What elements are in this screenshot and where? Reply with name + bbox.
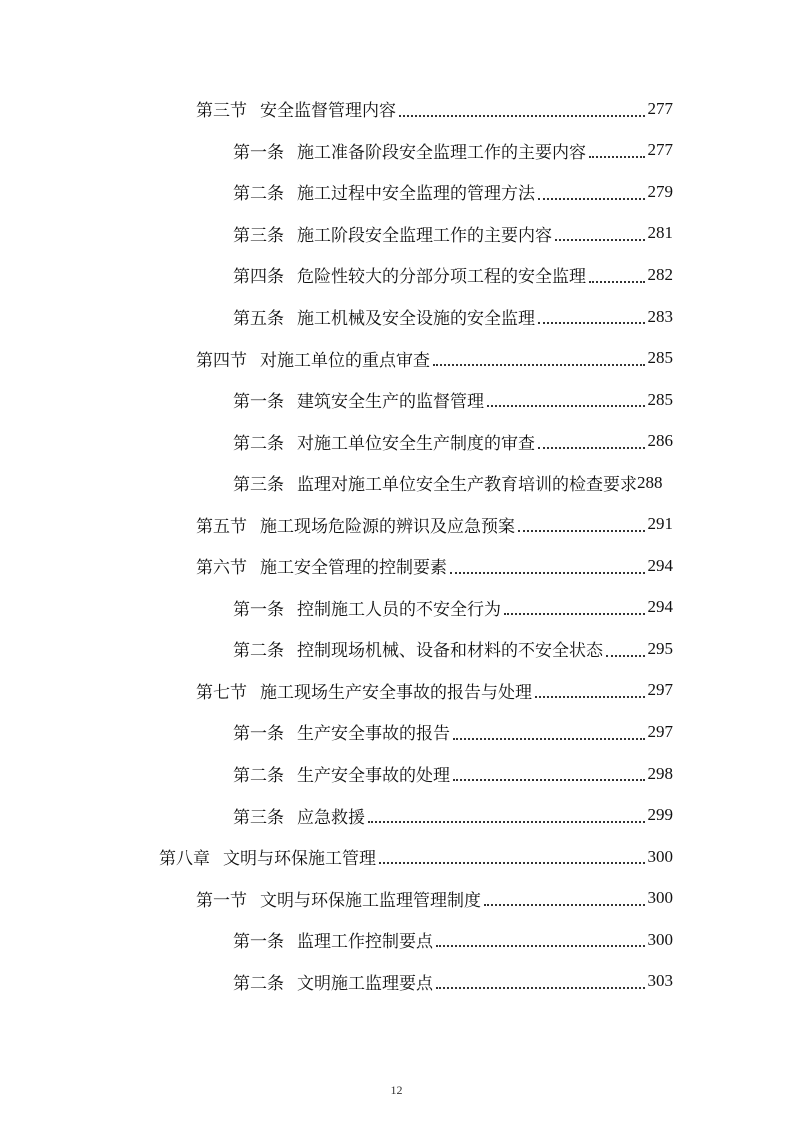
toc-entry-article[interactable]: [0, 960, 793, 1002]
toc-entry-title: 施工现场危险源的辨识及应急预案: [260, 516, 515, 537]
toc-entry-title: 监理对施工单位安全生产教育培训的检查要求: [297, 475, 637, 496]
toc-entry-page: 288: [637, 472, 663, 492]
toc-entry-page: 277: [647, 98, 673, 118]
toc-entry-title: 施工准备阶段安全监理工作的主要内容: [297, 142, 586, 163]
toc-entry-number: 第四节: [196, 350, 247, 371]
toc-entry-page: 286: [647, 431, 673, 451]
toc-entry-title: 文明与环保施工管理: [223, 849, 376, 870]
toc-entry-article[interactable]: [0, 711, 793, 753]
dot-leader: [518, 530, 645, 532]
toc-entry-page: 298: [647, 763, 673, 783]
toc-entry-title: 施工过程中安全监理的管理方法: [297, 184, 535, 205]
toc-entry-article[interactable]: [0, 794, 793, 836]
toc-entry-page: 295: [647, 638, 673, 658]
dot-leader: [484, 904, 645, 906]
toc-entry-title: 控制施工人员的不安全行为: [297, 599, 501, 620]
toc-entry-number: 第六节: [196, 558, 247, 579]
toc-entry-number: 第三条: [233, 225, 284, 246]
toc-entry-title: 监理工作控制要点: [297, 932, 433, 953]
dot-leader: [487, 405, 645, 407]
toc-entry-number: 第八章: [159, 849, 210, 870]
toc-entry-number: 第二条: [233, 766, 284, 787]
toc-entry-number: 第一条: [233, 932, 284, 953]
toc-entry-number: 第一节: [196, 890, 247, 911]
toc-entry-page: 285: [647, 389, 673, 409]
toc-entry-article[interactable]: [0, 379, 793, 421]
toc-entry-article[interactable]: [0, 587, 793, 629]
dot-leader: [606, 655, 645, 657]
toc-entry-number: 第二条: [233, 641, 284, 662]
toc-entry-page: 281: [647, 223, 673, 243]
toc-entry-section[interactable]: [0, 503, 793, 545]
toc-entry-article[interactable]: [0, 130, 793, 172]
dot-leader: [589, 156, 645, 158]
toc-entry-page: 277: [647, 140, 673, 160]
dot-leader: [368, 821, 645, 823]
dot-leader: [555, 239, 645, 241]
toc-entry-page: 279: [647, 181, 673, 201]
toc-entry-number: 第五节: [196, 516, 247, 537]
toc-entry-title: 对施工单位的重点审查: [260, 350, 430, 371]
toc-entry-title: 施工阶段安全监理工作的主要内容: [297, 225, 552, 246]
toc-entry-title: 建筑安全生产的监督管理: [297, 392, 484, 413]
dot-leader: [589, 281, 645, 283]
toc-entry-section[interactable]: [0, 877, 793, 919]
dot-leader: [433, 364, 645, 366]
dot-leader: [399, 115, 645, 117]
toc-entry-number: 第二条: [233, 433, 284, 454]
toc-entry-page: 294: [647, 597, 673, 617]
toc-entry-title: 生产安全事故的处理: [297, 766, 450, 787]
toc-entry-article[interactable]: [0, 213, 793, 255]
toc-entry-section[interactable]: [0, 670, 793, 712]
dot-leader: [538, 447, 645, 449]
toc-entry-section[interactable]: [0, 545, 793, 587]
toc-entry-section[interactable]: [0, 337, 793, 379]
toc-entry-title: 危险性较大的分部分项工程的安全监理: [297, 267, 586, 288]
toc-entry-page: 282: [647, 264, 673, 284]
toc-entry-page: 297: [647, 680, 673, 700]
toc-entry-page: 285: [647, 348, 673, 368]
toc-entry-page: 300: [647, 846, 673, 866]
toc-entry-number: 第七节: [196, 682, 247, 703]
toc-entry-number: 第一条: [233, 142, 284, 163]
toc-entry-title: 施工机械及安全设施的安全监理: [297, 309, 535, 329]
dot-leader: [535, 696, 645, 698]
toc-entry-page: 299: [647, 805, 673, 825]
toc-entry-page: 297: [647, 721, 673, 741]
toc-entry-number: 第一条: [233, 599, 284, 620]
toc-entry-article[interactable]: [0, 462, 793, 504]
toc-entry-article[interactable]: [0, 628, 793, 670]
toc-entry-number: 第二条: [233, 184, 284, 205]
toc-entry-page: 291: [647, 514, 673, 534]
toc-entry-section[interactable]: [0, 88, 793, 130]
toc-entry-page: 294: [647, 555, 673, 575]
toc-entry-title: 施工安全管理的控制要素: [260, 558, 447, 579]
toc-entry-article[interactable]: [0, 171, 793, 213]
dot-leader: [538, 322, 645, 324]
toc-entry-article[interactable]: [0, 254, 793, 296]
toc-entry-number: 第二条: [233, 973, 284, 994]
toc-entry-number: 第一条: [233, 392, 284, 413]
toc-entry-title: 生产安全事故的报告: [297, 724, 450, 745]
toc-entry-title: 安全监督管理内容: [260, 101, 396, 122]
dot-leader: [453, 738, 645, 740]
dot-leader: [538, 198, 645, 200]
toc-entry-article[interactable]: [0, 420, 793, 462]
toc-entry-article[interactable]: [0, 919, 793, 961]
dot-leader: [436, 945, 645, 947]
toc-entry-number: 第三节: [196, 101, 247, 122]
toc-entry-number: 第一条: [233, 724, 284, 745]
dot-leader: [379, 862, 645, 864]
dot-leader: [504, 613, 645, 615]
dot-leader: [453, 779, 645, 781]
toc-entry-title: 施工现场生产安全事故的报告与处理: [260, 682, 532, 703]
dot-leader: [450, 572, 645, 574]
toc-entry-title: 控制现场机械、设备和材料的不安全状态: [297, 641, 603, 662]
toc-entry-article[interactable]: [0, 296, 793, 338]
dot-leader: [436, 987, 645, 989]
toc-entry-page: 300: [647, 888, 673, 908]
toc-entry-title: 应急救援: [297, 807, 365, 828]
toc-entry-number: 第四条: [233, 267, 284, 288]
table-of-contents: [0, 88, 793, 1002]
toc-entry-title: 对施工单位安全生产制度的审查: [297, 433, 535, 454]
toc-entry-page: 303: [647, 971, 673, 991]
toc-entry-number: 第三条: [233, 807, 284, 828]
toc-entry-chapter[interactable]: [0, 836, 793, 878]
toc-entry-article[interactable]: [0, 753, 793, 795]
toc-entry-title: 文明施工监理要点: [297, 973, 433, 994]
toc-entry-number: 第三条: [233, 475, 284, 496]
toc-entry-number: 第五条: [233, 309, 284, 329]
page-number: 12: [390, 1083, 403, 1097]
toc-entry-page: 300: [647, 929, 673, 949]
toc-entry-title: 文明与环保施工监理管理制度: [260, 890, 481, 911]
toc-entry-page: 283: [647, 306, 673, 326]
